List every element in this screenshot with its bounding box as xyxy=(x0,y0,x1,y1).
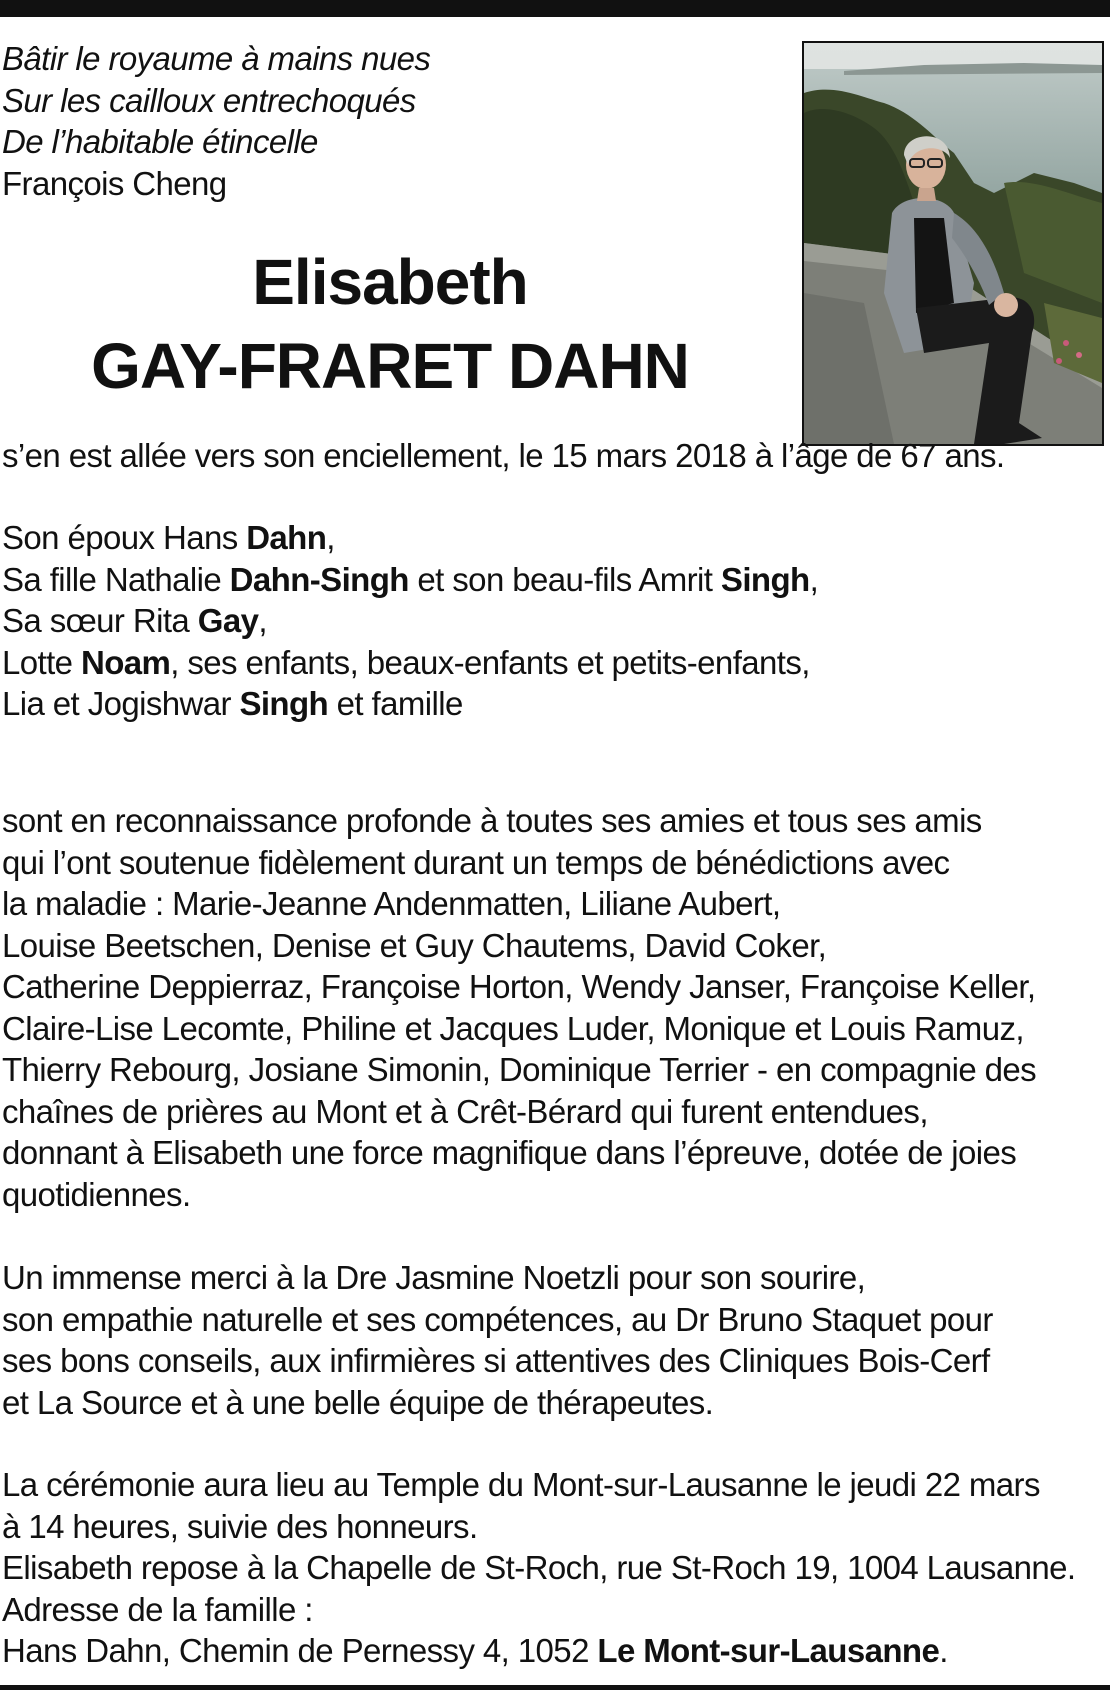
announcement: s’en est allée vers son enciellement, le 15 mars 2018 à l’âge de 67 ans. xyxy=(2,437,1005,474)
text-line: ses bons conseils, aux infirmières si attentives des Cliniques Bois-Cerf xyxy=(2,1342,990,1379)
text-line: Claire-Lise Lecomte, Philine et Jacques Luder, Monique et Louis Ramuz, xyxy=(2,1009,1024,1047)
epigraph-line: De l’habitable étincelle xyxy=(2,123,318,160)
epigraph-line: Bâtir le royaume à mains nues xyxy=(2,40,431,77)
family-surname: Dahn-Singh xyxy=(229,560,409,598)
deceased-first-name: Elisabeth xyxy=(252,246,528,318)
portrait-image xyxy=(804,43,1102,444)
text-line: son empathie naturelle et ses compétences, au Dr Bruno Staquet pour xyxy=(2,1300,993,1338)
text-line: qui l’ont soutenue fidèlement durant un temps de bénédictions avec xyxy=(2,843,950,881)
epigraph-author: François Cheng xyxy=(2,164,227,202)
epigraph xyxy=(2,38,430,204)
family-address: Hans Dahn, Chemin de Pernessy 4, 1052 Le Mont-sur-Lausanne. xyxy=(2,1632,948,1669)
text-line: chaînes de prières au Mont et à Crêt-Bérard qui furent entendues, xyxy=(2,1092,928,1130)
medical-thanks-paragraph xyxy=(2,1257,993,1423)
family-surname: Dahn xyxy=(246,519,327,556)
text-line: Catherine Deppierraz, Françoise Horton, Wendy Janser, Françoise Keller, xyxy=(2,968,1036,1005)
text-line: quotidiennes. xyxy=(2,1175,191,1213)
family-line: Lia et Jogishwar Singh et famille xyxy=(2,685,463,722)
family-surname: Singh xyxy=(720,560,810,598)
text-line: Adresse de la famille : xyxy=(2,1590,313,1628)
text-line: et La Source et à une belle équipe de thérapeutes. xyxy=(2,1383,714,1421)
family-surname: Gay xyxy=(197,602,259,639)
text-line: La cérémonie aura lieu au Temple du Mont-sur-Lausanne le jeudi 22 mars xyxy=(2,1466,1040,1503)
text-line: Louise Beetschen, Denise et Guy Chautems, David Coker, xyxy=(2,926,827,964)
family-line: Lotte Noam, ses enfants, beaux-enfants et petits-enfants, xyxy=(2,643,810,681)
family-list xyxy=(2,517,818,725)
text-line: Un immense merci à la Dre Jasmine Noetzli pour son sourire, xyxy=(2,1259,866,1296)
text-line: sont en reconnaissance profonde à toutes ses amies et tous ses amis xyxy=(2,802,982,839)
text-line: donnant à Elisabeth une force magnifique dans l’épreuve, dotée de joies xyxy=(2,1134,1017,1171)
text-line: Thierry Rebourg, Josiane Simonin, Dominique Terrier - en compagnie des xyxy=(2,1051,1037,1088)
thanks-paragraph xyxy=(2,800,1036,1215)
bottom-rule xyxy=(0,1685,1110,1690)
epigraph-line: Sur les cailloux entrechoqués xyxy=(2,81,416,119)
ceremony-paragraph xyxy=(2,1464,1075,1672)
family-surname: Singh xyxy=(239,685,329,722)
text-line: à 14 heures, suivie des honneurs. xyxy=(2,1507,478,1545)
family-line: Sa fille Nathalie Dahn-Singh et son beau-fils Amrit Singh, xyxy=(2,560,819,598)
family-surname: Noam xyxy=(80,643,171,681)
deceased-last-name: GAY-FRARET DAHN xyxy=(91,330,689,402)
text-line: la maladie : Marie-Jeanne Andenmatten, Liliane Aubert, xyxy=(2,885,781,922)
family-line: Sa sœur Rita Gay, xyxy=(2,602,267,639)
portrait-photo xyxy=(802,41,1104,446)
address-locality: Le Mont-sur-Lausanne xyxy=(597,1632,940,1669)
family-line: Son époux Hans Dahn, xyxy=(2,519,335,556)
top-rule xyxy=(0,0,1110,17)
text-line: Elisabeth repose à la Chapelle de St-Roch, rue St-Roch 19, 1004 Lausanne. xyxy=(2,1549,1076,1586)
